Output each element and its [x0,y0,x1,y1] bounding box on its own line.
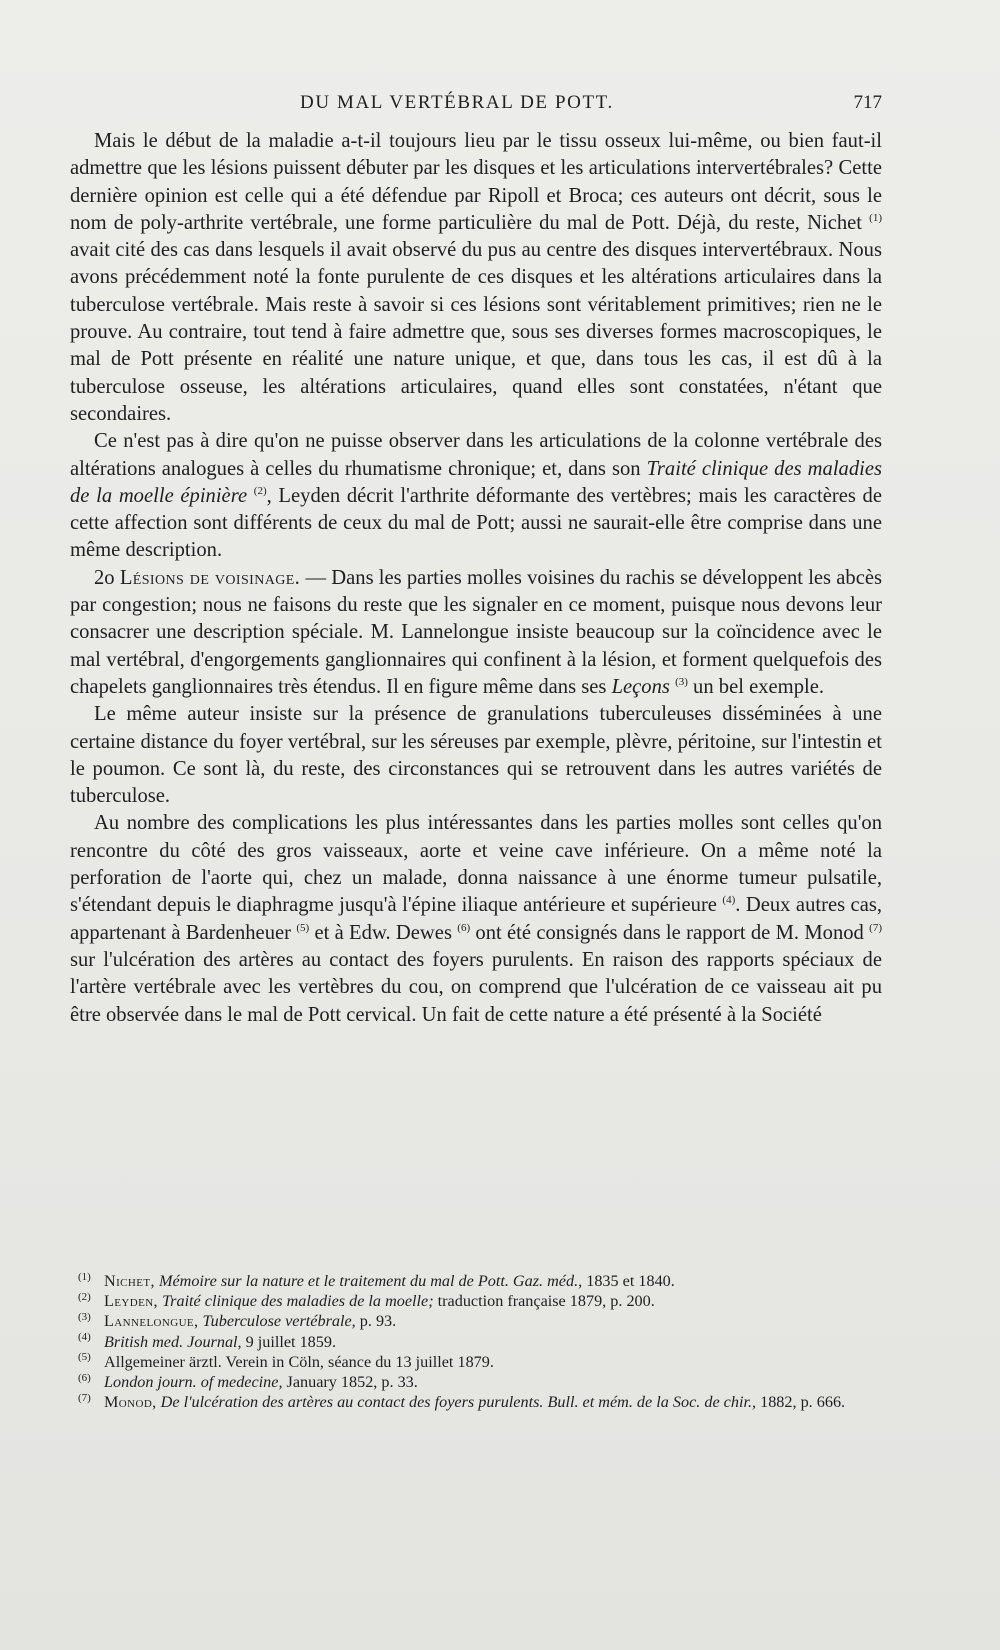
paragraph-1: Mais le début de la maladie a-t-il toujours lieu par le tissu osseux lui-même, ou bien faut-il admettre que les lésions puissent débuter par les disques et les articulations intervertébrales? Cette dernière opinion est celle qui a été défendue par Ripoll et Broca; ces auteurs ont décrit, sous le nom de poly-arthrite vertébrale, une forme particulière du mal de Pott. Déjà, du reste, Nichet $^{(1)}$ avait cité des cas dans lesquels il avait observé du pus au centre des disques intervertébraux. Nous avons précédemment noté la fonte purulente de ces disques et les altérations articulaires dans la tuberculose vertébrale. Mais reste à savoir si ces lésions sont véritablement primitives; rien ne le prouve. Au contraire, tout tend à faire admettre que, sous ses diverses formes macroscopiques, le mal de Pott présente en réalité une nature unique, et que, dans tous les cas, il est dû à la tuberculose osseuse, les altérations articulaires, quand elles sont constatées, n'étant que secondaires. [70,130,882,425]
footnote-ref-4: (4) [722,894,736,907]
footnote: $^{(2)}$ Leyden, Traité clinique des maladies de la moelle; traduction française 1879, p. 200. [78,1290,655,1311]
footnote: $^{(6)}$ London journ. of medecine, January 1852, p. 33. [78,1371,418,1392]
running-head [70,92,882,118]
paragraph-2: Ce n'est pas à dire qu'on ne puisse observer dans les articulations de la colonne vertébrale des altérations analogues à celles du rhumatisme chronique; et, dans son Traité clinique des maladies de la moelle épinière $^{(2)}$, Leyden décrit l'arthrite déformante des vertèbres; mais les caractères de cette affection sont différents de ceux du mal de Pott; aussi ne saurait-elle être comprise dans une même description. [70,430,883,562]
running-title: DU MAL VERTÉBRAL DE POTT. [300,92,614,113]
italic-title: Leçons [611,675,670,698]
footnote: $^{(3)}$ Lannelongue, Tuberculose vertébrale, p. 93. [78,1311,397,1331]
section-number: 2o [94,566,115,589]
footnote: $^{(5)}$ Allgemeiner ärztl. Verein in Cöln, séance du 13 juillet 1879. [78,1351,494,1371]
body-text [70,128,882,1029]
page-number: 717 [853,92,882,113]
footnote: $^{(1)}$ Nichet, Mémoire sur la nature et le traitement du mal de Pott. Gaz. méd., 1835 et 1840. [78,1270,675,1290]
footnote-ref-2: (2) [253,485,267,497]
footnotes [78,1271,898,1412]
paragraph-3: 2o Lésions de voisinage. — Dans les parties molles voisines du rachis se développent les abcès par congestion; nous ne faisons du reste que les signaler en ce moment, puisque nous devons leur consacrer une description spéciale. M. Lannelongue insiste beaucoup sur la coïncidence avec le mal vertébral, d'engorgements ganglionnaires qui confinent à la lésion, et forment quelquefois des chapelets ganglionnaires très étendus. Il en figure même dans ses Leçons $^{(3)}$ un bel exemple. [70,566,883,698]
section-heading: Lésions de voisinage. [119,566,301,589]
footnote-ref-7: (7) [869,921,882,934]
footnote-ref-6: (6) [457,921,471,934]
paragraph-5: Au nombre des complications les plus intéressantes dans les parties molles sont celles qu'on rencontre du côté des gros vaisseaux, aorte et veine cave inférieure. On a même noté la perforation de l'aorte qui, chez un malade, donna naissance à une énorme tumeur pulsatile, s'étendant depuis le diaphragme jusqu'à l'épine iliaque antérieure et supérieure $^{(4)}$. Deux autres cas, appartenant à Bardenheuer $^{(5)}$ et à Edw. Dewes $^{(6)}$ ont été consignés dans le rapport de M. Monod $^{(7)}$ sur l'ulcération des artères au contact des foyers purulents. En raison des rapports spéciaux de l'artère vertébrale avec les vertèbres du cou, on comprend que l'ulcération de ce vaisseau ait pu être observée dans le mal de Pott cervical. Un fait de cette nature a été présenté à la Société [70,812,882,1026]
italic-title: Traité clinique des maladies de la moelle épinière [70,457,883,507]
footnote-ref-3: (3) [675,676,688,689]
footnote-ref-1: (1) [869,212,882,225]
paragraph-4: Le même auteur insiste sur la présence de granulations tuberculeuses disséminées à une certaine distance du foyer vertébral, sur les séreuses par exemple, plèvre, péritoine, sur l'intestin et le poumon. Ce sont là, du reste, des circonstances qui se retrouvent dans les autres variétés de tuberculose. [70,703,882,808]
footnote: $^{(7)}$ Monod, De l'ulcération des artères au contact des foyers purulents. Bull. et mém. de la Soc. de chir., 1882, p. 666. [78,1391,846,1412]
footnote: $^{(4)}$ British med. Journal, 9 juillet 1859. [78,1331,337,1351]
footnote-ref-5: (5) [296,921,310,934]
